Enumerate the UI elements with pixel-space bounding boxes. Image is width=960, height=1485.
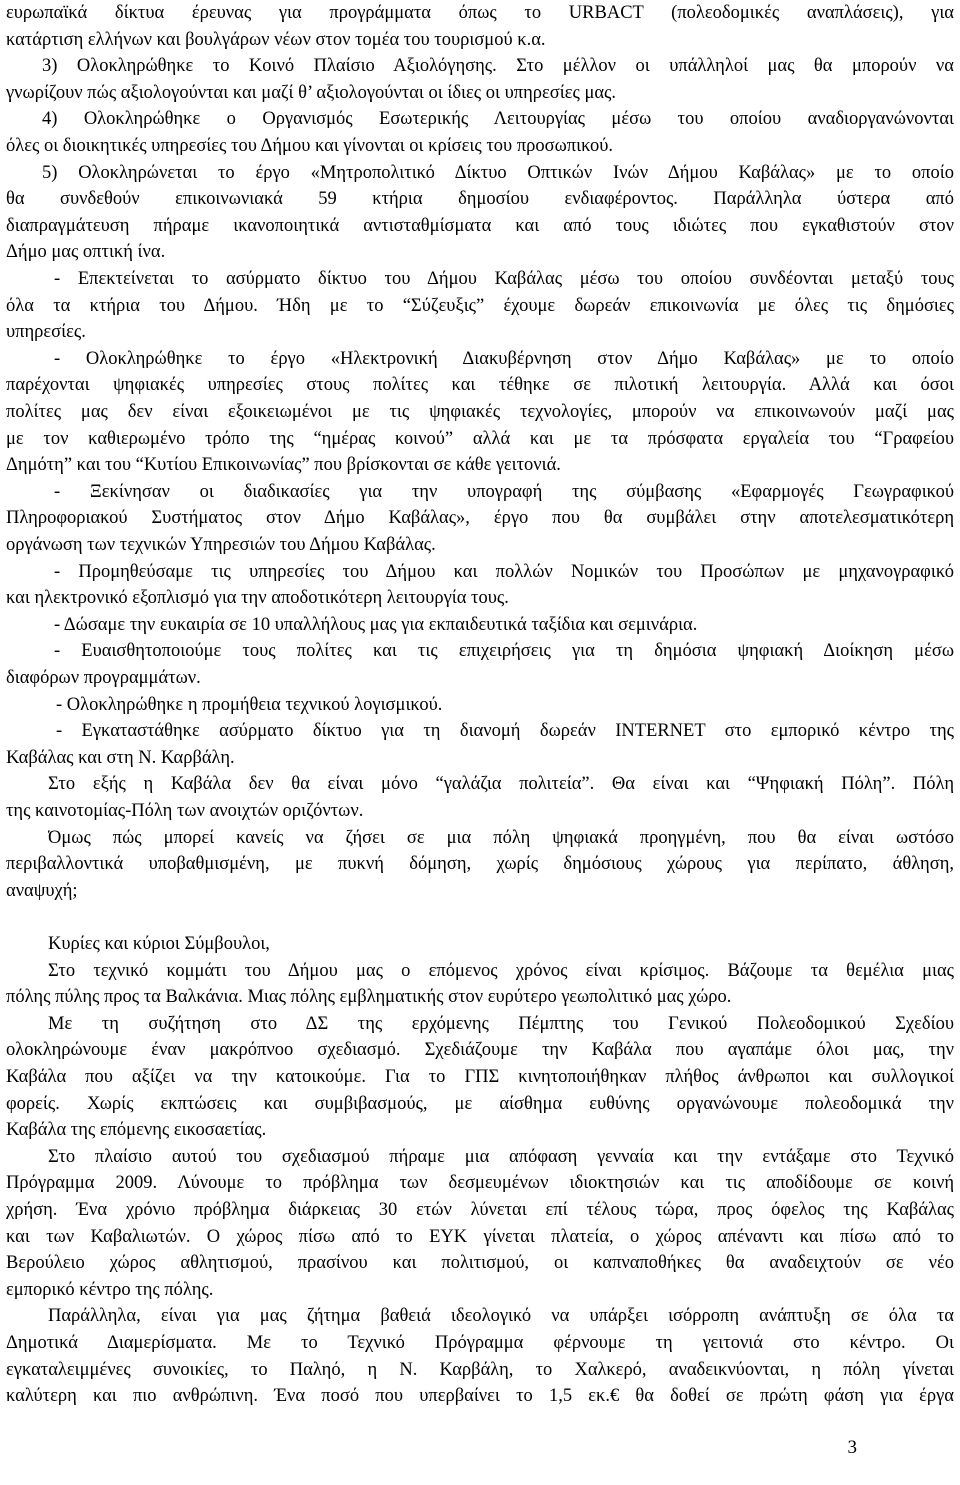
text-line: περιβαλλοντικά υποβαθμισμένη, με πυκνή δόμηση, χωρίς δημόσιους χώρους για περίπατο, άθληση, — [6, 854, 954, 875]
text-line: Δημοτικά Διαμερίσματα. Με το Τεχνικό Πρόγραμμα φέρνουμε τη γειτονιά στο κέντρο. Οι — [6, 1333, 954, 1353]
text-line: - Προμηθεύσαμε τις υπηρεσίες του Δήμου και πολλών Νομικών του Προσώπων με μηχανογραφικό — [54, 561, 954, 582]
text-line: Παράλληλα, είναι για μας ζήτημα βαθειά ιδεολογικό να υπάρξει ισόρροπη ανάπτυξη σε όλα τα — [48, 1306, 954, 1327]
text-line: όλες οι διοικητικές υπηρεσίες του Δήμου και γίνονται οι κρίσεις του προσωπικού. — [6, 136, 614, 156]
text-line: Στο εξής η Καβάλα δεν θα είναι μόνο “γαλάζια πολιτεία”. Θα είναι και “Ψηφιακή Πόλη”. Πόλη — [48, 774, 954, 795]
text-line: παρέχονται ψηφιακές υπηρεσίες στους πολίτες και τέθηκε σε πιλοτική λειτουργία. Αλλά και όσοι — [6, 375, 954, 396]
text-line: και ηλεκτρονικό εξοπλισμό για την αποδοτικότερη λειτουργία τους. — [6, 588, 509, 609]
text-line: Πληροφοριακού Συστήματος στον Δήμο Καβάλας», έργο που θα συμβάλει στην αποτελεσματικότερη — [6, 508, 954, 529]
text-line: πολίτες μας δεν είναι εξοικειωμένοι με τις ψηφιακές τεχνολογίες, μπορούν να επικοινωνούν μαζί μας — [6, 402, 954, 422]
text-line: φορείς. Χωρίς εκπτώσεις και συμβιβασμούς, με αίσθημα ευθύνης οργανώνουμε πολεοδομικά την — [6, 1093, 954, 1114]
text-line: υπηρεσίες. — [6, 322, 86, 343]
page-number: 3 — [847, 1437, 857, 1458]
text-line: - Επεκτείνεται το ασύρματο δίκτυο του Δήμου Καβάλας μέσω του οποίου συνδέονται μεταξύ τους — [54, 269, 954, 289]
text-line: 4) Ολοκληρώθηκε ο Οργανισμός Εσωτερικής Λειτουργίας μέσω του οποίου αναδιοργανώνονται — [42, 109, 954, 130]
text-line: - Δώσαμε την ευκαιρία σε 10 υπαλλήλους μας για εκπαιδευτικά ταξίδια και σεμινάρια. — [54, 614, 698, 635]
text-line: Κυρίες και κύριοι Σύμβουλοι, — [48, 934, 270, 954]
text-line: 5) Ολοκληρώνεται το έργο «Μητροπολιτικό Δίκτυο Οπτικών Ινών Δήμου Καβάλας» με το οποίο — [42, 162, 954, 183]
text-line: Δημότη” και του “Κυτίου Επικοινωνίας” που βρίσκονται σε κάθε γειτονιά. — [6, 455, 561, 476]
text-line: κατάρτιση ελλήνων και βουλγάρων νέων στον τομέα του τουρισμού κ.α. — [6, 29, 546, 50]
text-line: Με τη συζήτηση στο ΔΣ της ερχόμενης Πέμπτης του Γενικού Πολεοδομικού Σχεδίου — [48, 1013, 954, 1034]
text-line: οργάνωση των τεχνικών Υπηρεσιών του Δήμου Καβάλας. — [6, 535, 436, 555]
text-line: Καβάλα της επόμενης εικοσαετίας. — [6, 1120, 267, 1141]
text-line: της καινοτομίας-Πόλη των ανοιχτών οριζόντων. — [6, 801, 364, 821]
text-line: Δήμο μας οπτική ίνα. — [6, 242, 166, 263]
text-line: όλα τα κτήρια του Δήμου. Ήδη με το “Σύζευξις” έχουμε δωρεάν επικοινωνία με όλες τις δημόσιες — [6, 295, 954, 316]
text-line: Όμως πώς μπορεί κανείς να ζήσει σε μια πόλη ψηφιακά προηγμένη, που θα είναι ωστόσο — [48, 827, 954, 848]
text-line: διαπραγμάτευση πήραμε ικανοποιητικά αντισταθμίσματα και από τους ιδιώτες που εγκαθιστούν στον — [6, 215, 954, 236]
text-line: με τον καθιερωμένο τρόπο της “ημέρας κοινού” αλλά και με τα πρόσφατα εργαλεία του “Γραφείου — [6, 428, 954, 449]
text-line: εγκαταλειμμένες συνοικίες, το Παληό, η Ν. Καρβάλη, το Χαλκερό, αναδεικνύονται, η πόλη γίνεται — [6, 1359, 954, 1380]
text-line: Στο πλαίσιο αυτού του σχεδιασμού πήραμε μια απόφαση γενναία και την εντάξαμε στο Τεχνικό — [48, 1146, 954, 1167]
text-line: - Ολοκληρώθηκε η προμήθεια τεχνικού λογισμικού. — [56, 694, 443, 715]
text-line: 3) Ολοκληρώθηκε το Κοινό Πλαίσιο Αξιολόγησης. Στο μέλλον οι υπάλληλοί μας θα μπορούν να — [42, 56, 954, 77]
text-line: θα συνδεθούν επικοινωνιακά 59 κτήρια δημοσίου ενδιαφέροντος. Παράλληλα ύστερα από — [6, 189, 954, 210]
text-line: γνωρίζουν πώς αξιολογούνται και μαζί θ’ αξιολογούνται οι ίδιες οι υπηρεσίες μας. — [6, 82, 617, 103]
text-line: Βερούλειο χώρος αθλητισμού, πρασίνου και πολιτισμού, οι καπναποθήκες θα αναδειχτούν σε νέο — [6, 1253, 954, 1274]
text-line: Στο τεχνικό κομμάτι του Δήμου μας ο επόμενος χρόνος είναι κρίσιμος. Βάζουμε τα θεμέλια μιας — [48, 960, 954, 981]
text-line: - Ξεκίνησαν οι διαδικασίες για την υπογραφή της σύμβασης «Εφαρμογές Γεωγραφικού — [54, 481, 954, 502]
text-line: χρήση. Ένα χρόνιο πρόβλημα διάρκειας 30 ετών λύνεται επί τέλους τώρα, προς όφελος της Καβάλας — [6, 1200, 954, 1220]
text-line: εμπορικό κέντρο της πόλης. — [6, 1279, 214, 1300]
text-line: Καβάλας και στη Ν. Καρβάλη. — [6, 747, 235, 768]
text-line: πόλης πύλης προς τα Βαλκάνια. Μιας πόλης εμβληματικής στον ευρύτερο γεωπολιτικό μας χώρο. — [6, 987, 732, 1008]
text-line: και των Καβαλιωτών. Ο χώρος πίσω από το ΕΥΚ γίνεται πλατεία, ο χώρος απέναντι και πίσω από το — [6, 1226, 954, 1247]
text-line: Πρόγραμμα 2009. Λύνουμε το πρόβλημα των δεσμευμένων ιδιοκτησιών και τις αποδίδουμε σε κοινή — [6, 1173, 954, 1194]
text-line: καλύτερη και πιο ανθρώπινη. Ένα ποσό που υπερβαίνει το 1,5 εκ.€ θα δοθεί σε πρώτη φάση για έργα — [6, 1386, 954, 1407]
text-line: διαφόρων προγραμμάτων. — [6, 668, 201, 688]
text-line: ολοκληρώνουμε έναν μακρόπνοο σχεδιασμό. Σχεδιάζουμε την Καβάλα που αγαπάμε όλοι μας, την — [6, 1040, 954, 1061]
text-line: ευρωπαϊκά δίκτυα έρευνας για προγράμματα όπως το URBACT (πολεοδομικές αναπλάσεις), για — [6, 3, 954, 23]
text-line: - Ευαισθητοποιούμε τους πολίτες και τις επιχειρήσεις για τη δημόσια ψηφιακή Διοίκηση μέσω — [54, 641, 954, 662]
text-line: - Εγκαταστάθηκε ασύρματο δίκτυο για τη διανομή δωρεάν INTERNET στο εμπορικό κέντρο της — [56, 721, 954, 742]
text-line: - Ολοκληρώθηκε το έργο «Ηλεκτρονική Διακυβέρνηση στον Δήμο Καβάλας» με το οποίο — [54, 348, 954, 369]
text-line: Καβάλα που αξίζει να την κατοικούμε. Για το ΓΠΣ κινητοποιήθηκαν πλήθος άνθρωποι και συλλογικοί — [6, 1067, 954, 1087]
text-line: αναψυχή; — [6, 880, 78, 901]
